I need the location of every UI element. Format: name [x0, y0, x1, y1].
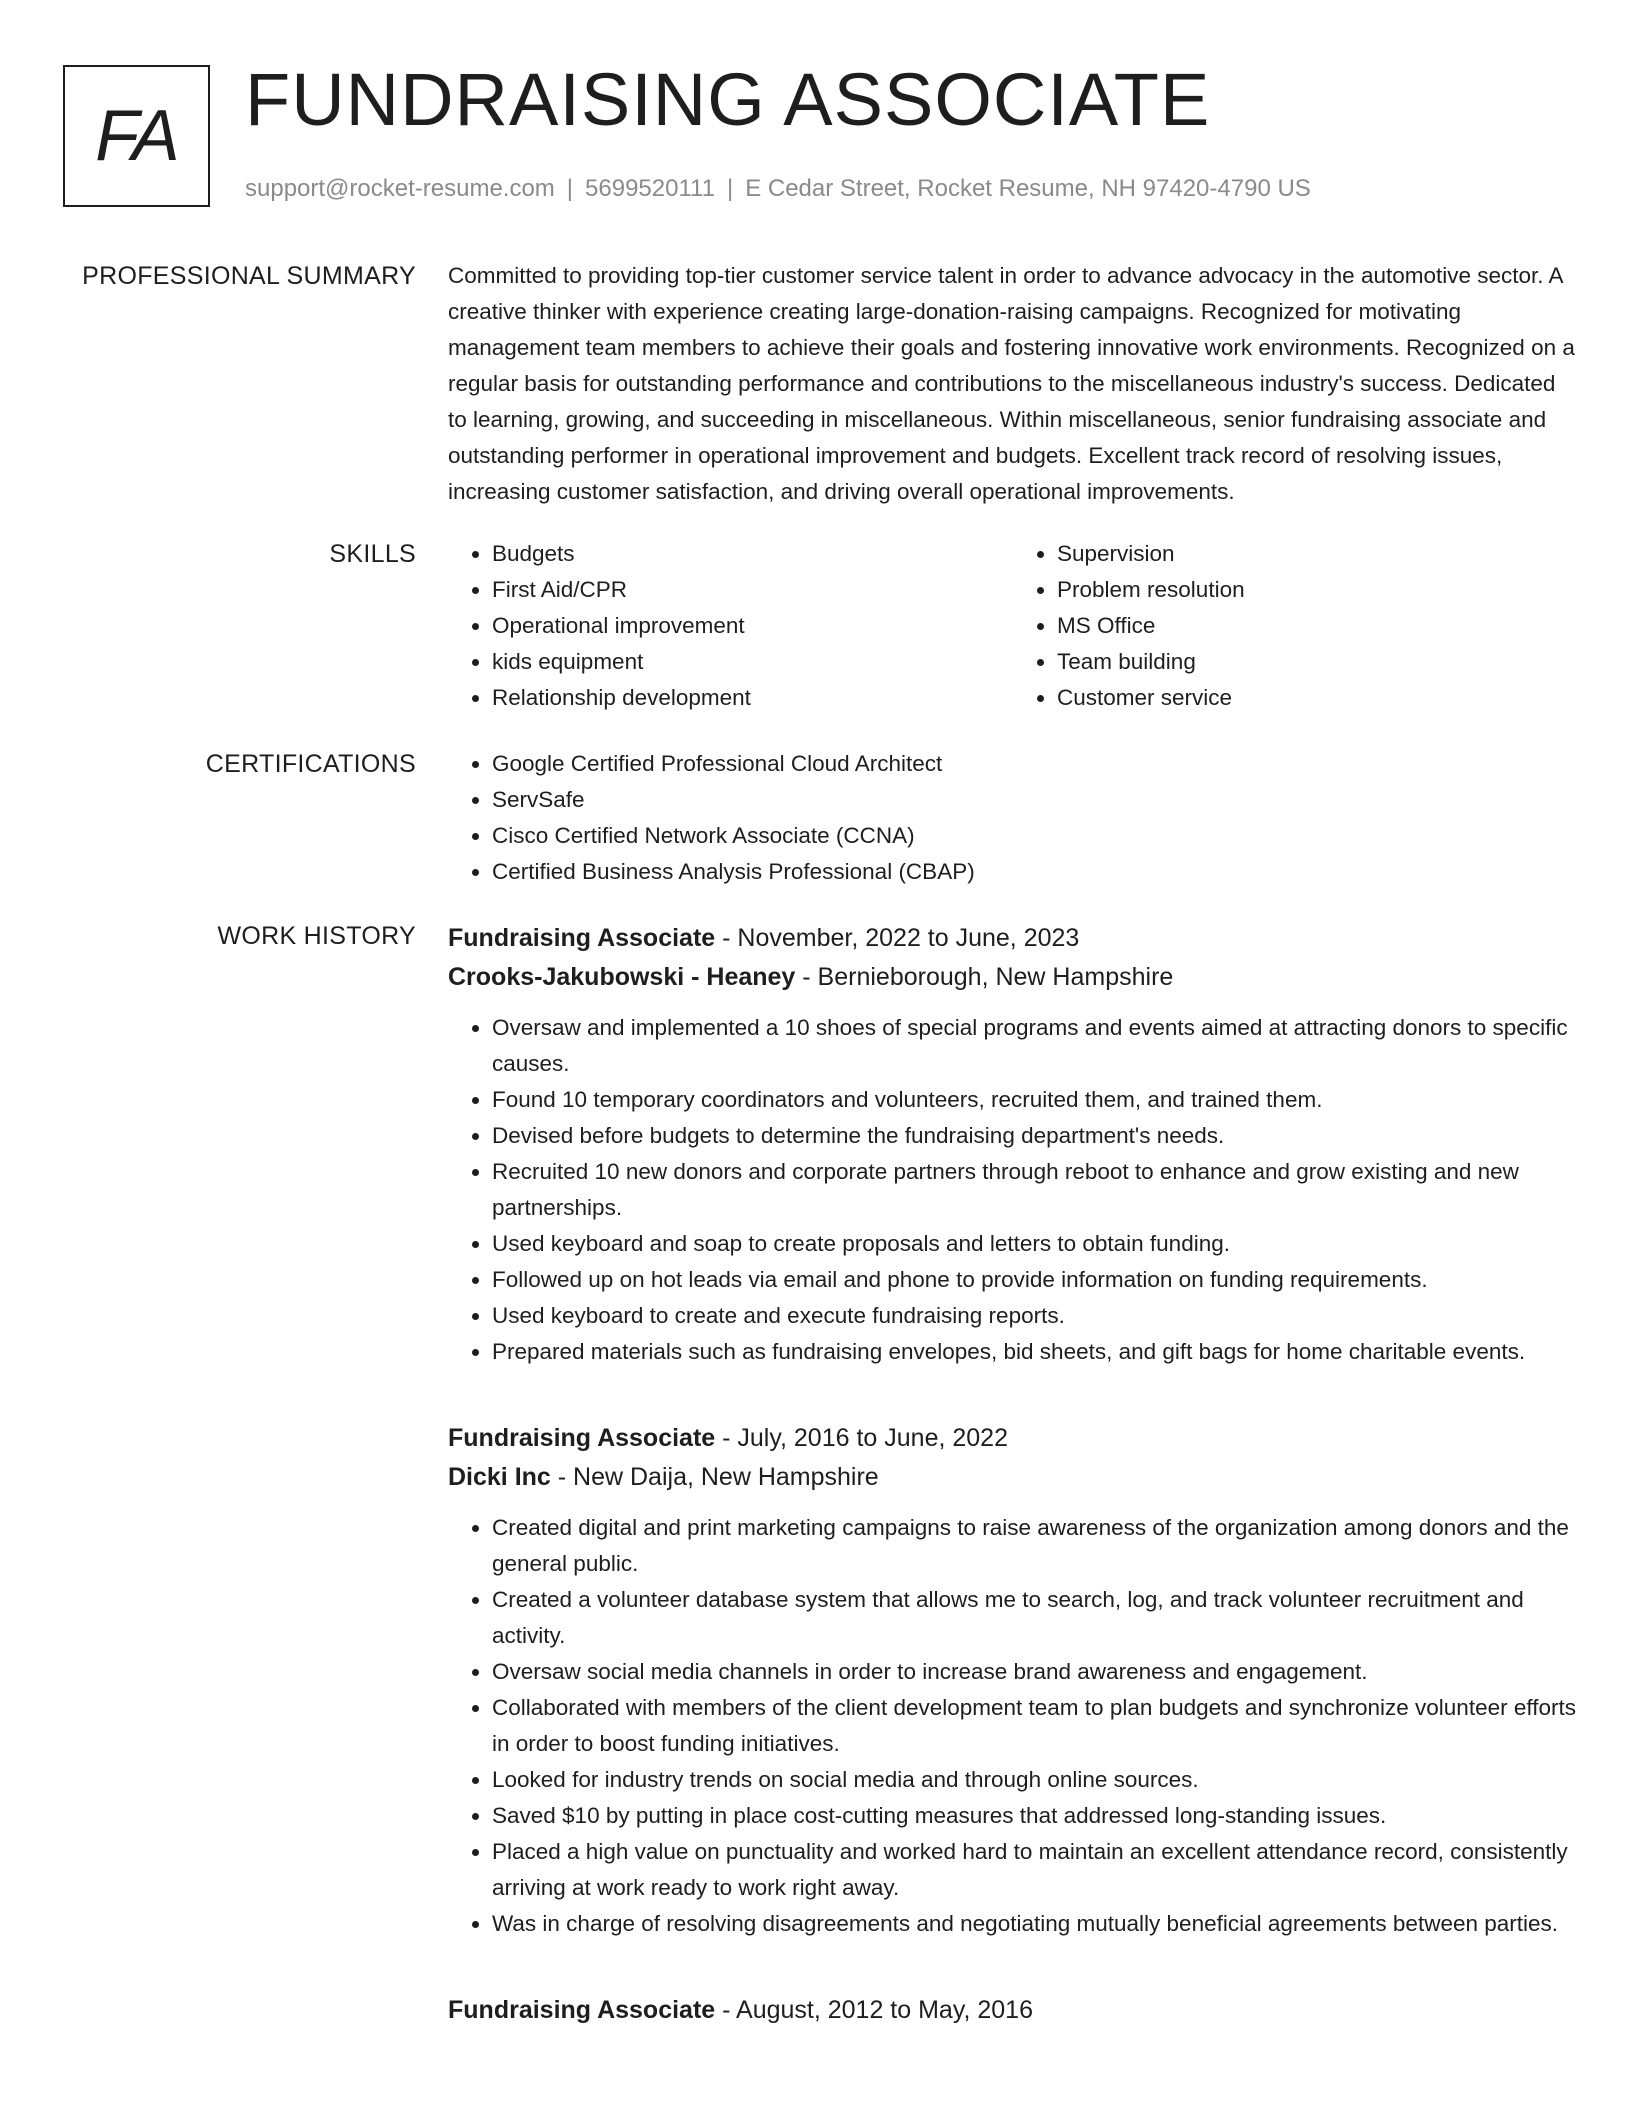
job-employer-line — [448, 958, 1578, 996]
section-label: SKILLS — [329, 540, 416, 568]
section-label: PROFESSIONAL SUMMARY — [82, 262, 416, 290]
contact-address: E Cedar Street, Rocket Resume, NH 97420-4790 US — [745, 175, 1311, 202]
job-entry — [448, 918, 1578, 1370]
skill-item: • kids equipment — [492, 644, 1013, 680]
job-title: Fundraising Associate — [448, 1996, 716, 2024]
job-entry — [448, 1418, 1578, 1942]
skills-list-left — [448, 536, 1013, 716]
job-bullet: • Prepared materials such as fundraising envelopes, bid sheets, and gift bags for home charitable events. — [492, 1334, 1578, 1370]
skills-list-right — [1013, 536, 1578, 716]
job-bullet: • Saved $10 by putting in place cost-cutting measures that addressed long-standing issues. — [492, 1798, 1578, 1834]
certification-item: • Cisco Certified Network Associate (CCNA) — [492, 818, 1578, 854]
contact-line — [245, 175, 1311, 203]
job-location: - Bernieborough, New Hampshire — [795, 963, 1174, 991]
job-bullet: • Was in charge of resolving disagreements and negotiating mutually beneficial agreements between parties. — [492, 1906, 1578, 1942]
job-bullet: • Oversaw and implemented a 10 shoes of special programs and events aimed at attracting donors to specific causes. — [492, 1010, 1578, 1082]
job-entry — [448, 1990, 1578, 2030]
job-bullet: • Devised before budgets to determine the fundraising department's needs. — [492, 1118, 1578, 1154]
section-professional-summary — [0, 258, 1632, 510]
job-bullets — [448, 1510, 1578, 1942]
job-title: Fundraising Associate — [448, 924, 716, 952]
job-employer: Dicki Inc — [448, 1463, 551, 1491]
skill-item: • MS Office — [1057, 608, 1578, 644]
job-dates: - July, 2016 to June, 2022 — [715, 1424, 1008, 1452]
section-skills — [0, 536, 1632, 716]
job-bullet: • Followed up on hot leads via email and phone to provide information on funding requirements. — [492, 1262, 1578, 1298]
job-bullets — [448, 1010, 1578, 1370]
job-title-line — [448, 1990, 1578, 2030]
resume-header — [63, 58, 1563, 215]
monogram-logo: FA — [63, 65, 210, 207]
job-bullet: • Oversaw social media channels in order to increase brand awareness and engagement. — [492, 1654, 1578, 1690]
contact-email[interactable]: support@rocket-resume.com — [245, 175, 555, 202]
job-employer: Crooks-Jakubowski - Heaney — [448, 963, 796, 991]
skill-item: • Operational improvement — [492, 608, 1013, 644]
job-bullet: • Looked for industry trends on social media and through online sources. — [492, 1762, 1578, 1798]
contact-phone[interactable]: 5699520111 — [585, 175, 715, 202]
summary-text: Committed to providing top-tier customer service talent in order to advance advocacy in the automotive sector. A creative thinker with experience creating large-donation-raising campaigns. Recognized for motivating management team members to achieve their goals and fostering innovative work environments. Recognized on a regular basis for outstanding performance and contributions to the miscellaneous industry's success. Dedicated to learning, growing, and succeeding in miscellaneous. Within miscellaneous, senior fundraising associate and outstanding performer in operational improvement and budgets. Excellent track record of resolving issues, increasing customer satisfaction, and driving overall operational improvements. — [448, 263, 1575, 504]
section-certifications — [0, 746, 1632, 890]
skill-item: • Relationship development — [492, 680, 1013, 716]
job-title-line — [448, 918, 1578, 958]
certification-item: • Google Certified Professional Cloud Architect — [492, 746, 1578, 782]
job-bullet: • Created a volunteer database system that allows me to search, log, and track volunteer recruitment and activity. — [492, 1582, 1578, 1654]
skill-item: • First Aid/CPR — [492, 572, 1013, 608]
job-bullet: • Recruited 10 new donors and corporate partners through reboot to enhance and grow existing and new partnerships. — [492, 1154, 1578, 1226]
contact-separator: | — [726, 175, 734, 202]
section-label: WORK HISTORY — [217, 922, 416, 950]
skill-item: • Team building — [1057, 644, 1578, 680]
skill-item: • Customer service — [1057, 680, 1578, 716]
section-label: CERTIFICATIONS — [205, 750, 416, 778]
job-bullet: • Found 10 temporary coordinators and volunteers, recruited them, and trained them. — [492, 1082, 1578, 1118]
skill-item: • Budgets — [492, 536, 1013, 572]
certification-item: • Certified Business Analysis Professional (CBAP) — [492, 854, 1578, 890]
skill-item: • Problem resolution — [1057, 572, 1578, 608]
section-work-history — [0, 918, 1632, 2078]
job-bullet: • Used keyboard to create and execute fundraising reports. — [492, 1298, 1578, 1334]
job-employer-line — [448, 1458, 1578, 1496]
contact-separator: | — [566, 175, 574, 202]
job-bullet: • Used keyboard and soap to create proposals and letters to obtain funding. — [492, 1226, 1578, 1262]
resume-title: FUNDRAISING ASSOCIATE — [245, 58, 1211, 141]
job-bullet: • Collaborated with members of the client development team to plan budgets and synchronize volunteer efforts in order to boost funding initiatives. — [492, 1690, 1578, 1762]
job-dates: - November, 2022 to June, 2023 — [715, 924, 1080, 952]
skill-item: • Supervision — [1057, 536, 1578, 572]
resume-body — [0, 258, 1632, 2078]
job-title-line — [448, 1418, 1578, 1458]
job-bullet: • Created digital and print marketing campaigns to raise awareness of the organization among donors and the general public. — [492, 1510, 1578, 1582]
job-location: - New Daija, New Hampshire — [550, 1463, 879, 1491]
job-dates: - August, 2012 to May, 2016 — [715, 1996, 1033, 2024]
job-bullet: • Placed a high value on punctuality and worked hard to maintain an excellent attendance record, consistently arriving at work ready to work right away. — [492, 1834, 1578, 1906]
skills-grid — [448, 536, 1578, 716]
certification-item: • ServSafe — [492, 782, 1578, 818]
job-title: Fundraising Associate — [448, 1424, 716, 1452]
certifications-list — [448, 746, 1578, 890]
